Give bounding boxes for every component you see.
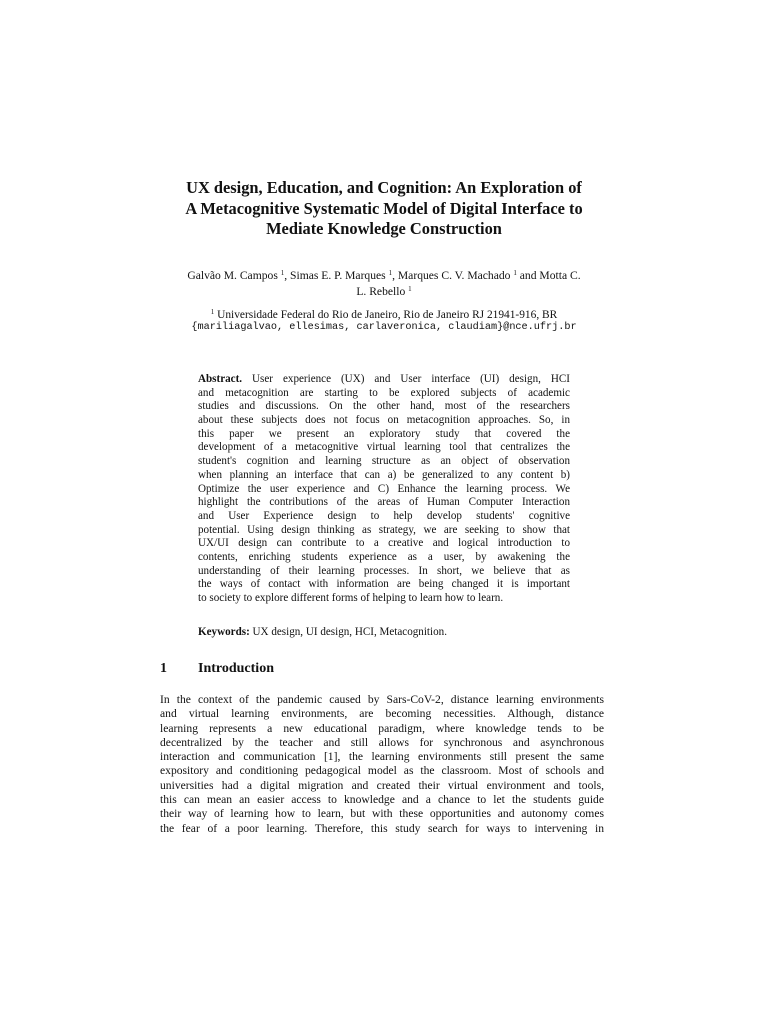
abstract-line: development of a metacognitive virtual learning tool that centralizes the: [198, 441, 570, 454]
author-simas: , Simas E. P. Marques: [284, 269, 389, 282]
paper-title: [150, 178, 618, 240]
body-line: universities had a digital migration and created their virtual environment and tools,: [160, 778, 604, 792]
section-title: Introduction: [198, 661, 274, 676]
abstract-line: [198, 373, 570, 387]
section-number: 1: [160, 661, 167, 676]
body-line: this can mean an easier access to knowledge and a chance to let the students guide: [160, 793, 604, 807]
author-line: [150, 268, 618, 284]
body-line: their way of learning how to learn, but with these opportunities and autonomy comes: [160, 807, 604, 821]
abstract-text: User experience (UX) and User interface (UI) design, HCI: [242, 373, 570, 385]
body-line: interaction and communication [1], the learning environments still present the same: [160, 750, 604, 764]
abstract-line: highlight the contributions of the areas of Human Computer Interaction: [198, 496, 570, 509]
abstract: [198, 373, 570, 606]
author-sup: 1: [388, 269, 393, 277]
author-sup: 1: [280, 269, 285, 277]
author-machado: , Marques C. V. Machado: [392, 269, 514, 282]
body-line: In the context of the pandemic caused by Sars-CoV-2, distance learning environments: [160, 693, 604, 706]
abstract-line: this paper we present an exploratory study that covered the: [198, 427, 570, 440]
abstract-line: understanding of their learning processes. In short, we believe that as: [198, 564, 570, 577]
body-line: the fear of a poor learning. Therefore, this study search for ways to intervening in: [160, 821, 604, 835]
author-sup: 1: [408, 284, 412, 293]
abstract-line: and metacognition are starting to be explored subjects of academic: [198, 386, 570, 399]
keywords-text: UX design, UI design, HCI, Metacognition.: [249, 626, 447, 638]
author-rebello: L. Rebello: [356, 284, 406, 298]
abstract-line: to society to explore different forms of helping to learn how to learn.: [198, 592, 504, 604]
abstract-line: studies and discussions. On the other hand, most of the researchers: [198, 400, 570, 413]
abstract-line: the ways of contact with information are being changed it is important: [198, 578, 570, 591]
author-sup: 1: [513, 269, 517, 277]
abstract-label: Abstract.: [198, 373, 243, 385]
abstract-line: UX/UI design can contribute to a creative and logical introduction to: [198, 537, 570, 550]
body-text: [160, 693, 604, 836]
author-galvao: Galvão M. Campos: [187, 269, 281, 282]
affiliation-text: Universidade Federal do Rio de Janeiro, Rio de Janeiro RJ 21941-916, BR: [217, 309, 558, 321]
author-motta: and Motta C.: [516, 269, 581, 282]
abstract-line: and User Experience design to help develop students' cognitive: [198, 509, 570, 522]
body-line: expository and conditioning pedagogical model as the classroom. Most of schools and: [160, 764, 604, 778]
author-line: [150, 284, 618, 300]
keywords: [198, 625, 570, 639]
affiliation-sup: 1: [210, 308, 215, 316]
affiliation: [150, 308, 618, 322]
author-list: [150, 268, 618, 299]
abstract-line: contents, enriching students experience as a user, by awakening the: [198, 550, 570, 563]
body-line: decentralized by the teacher and still allows for synchronous and asynchronous: [160, 735, 604, 749]
title-line: UX design, Education, and Cognition: An Exploration of: [186, 178, 582, 197]
title-line: Mediate Knowledge Construction: [266, 219, 502, 238]
keywords-label: Keywords:: [198, 626, 250, 638]
abstract-line: potential. Using design thinking as strategy, we are seeking to show that: [198, 523, 570, 536]
section-heading: [160, 660, 274, 678]
title-line: A Metacognitive Systematic Model of Digital Interface to: [185, 198, 583, 218]
abstract-line: about these subjects does not focus on metacognition approaches. So, in: [198, 414, 570, 427]
body-line: and virtual learning environments, are becoming necessities. Although, distance: [160, 707, 604, 721]
abstract-line: student's cognition and learning structure as an object of observation: [198, 455, 570, 468]
abstract-line: Optimize the user experience and C) Enhance the learning process. We: [198, 482, 570, 495]
abstract-line: when planning an interface that can a) be generalized to any content b): [198, 468, 570, 481]
body-line: learning represents a new educational paradigm, where knowledge tends to be: [160, 721, 604, 735]
author-emails: {mariliagalvao, ellesimas, carlaveronica, claudiam}@nce.ufrj.br: [191, 322, 577, 333]
